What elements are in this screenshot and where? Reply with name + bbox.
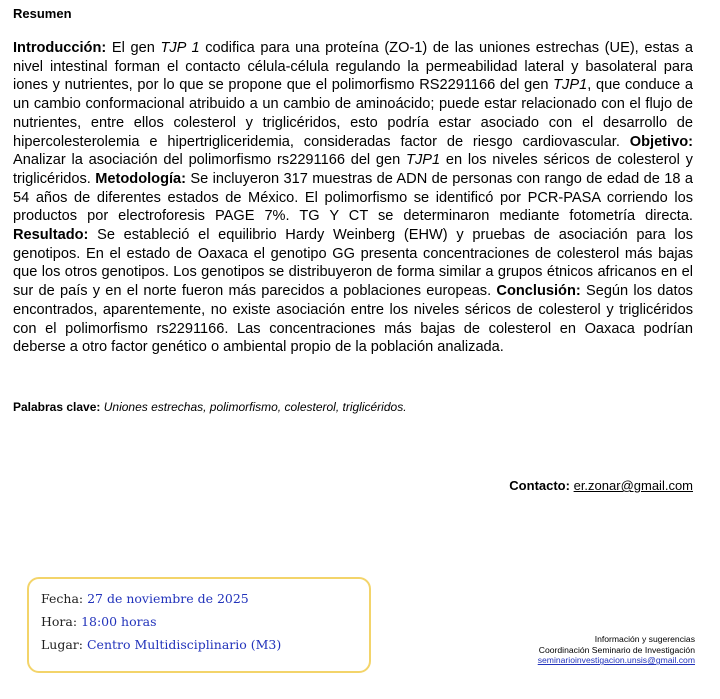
objective-text: Analizar la asociación del polimorfismo rs2291166 del gen (13, 152, 407, 169)
time-value: 18:00 horas (81, 614, 157, 629)
event-date-row (41, 591, 249, 606)
gene-name: TJP 1 (160, 40, 200, 56)
event-place-row (41, 637, 281, 652)
contact-email-link[interactable]: er.zonar@gmail.com (573, 478, 693, 493)
gene-name: TJP1 (553, 77, 588, 94)
keywords-text: Uniones estrechas, polimorfismo, colesterol, triglicéridos. (100, 400, 407, 414)
event-time-row (41, 614, 156, 629)
intro-text: El gen (106, 40, 161, 56)
time-label: Hora: (41, 614, 78, 629)
objective-label: Objetivo: (629, 133, 693, 150)
intro-text: codifica para una proteína (ZO-1) de las uniones estrechas (UE), estas a nivel intestinal forman el contacto célula-célula regulando la permeabilidad lateral y basolateral para iones y nutrientes, por lo que se propone que el polimorfismo RS2291166 del gen (13, 40, 693, 94)
place-value: Centro Multidisciplinario (M3) (86, 637, 282, 652)
keywords-label: Palabras clave: (13, 400, 101, 414)
info-block (538, 634, 695, 666)
conclusion-label: Conclusión: (496, 283, 581, 300)
gene-name: TJP1 (406, 152, 441, 169)
contact (509, 478, 693, 493)
event-details-box (27, 577, 371, 673)
keywords (13, 400, 407, 414)
date-value: 27 de noviembre de 2025 (87, 591, 249, 606)
info-line: Información y sugerencias (594, 634, 695, 644)
result-label: Resultado: (13, 227, 89, 244)
info-line: Coordinación Seminario de Investigación (538, 644, 695, 655)
section-heading: Resumen (13, 6, 72, 21)
methodology-text: Se incluyeron 317 muestras de ADN de personas con rango de edad de 18 a 54 años de diferentes estados de México. El polimorfismo se identificó por PCR-PASA corriendo los productos por electroforesis PAGE 7%. TG Y CT se determinaron mediante fotometría directa. (13, 170, 693, 225)
conclusion-text: Según los datos encontrados, aparentemente, no existe asociación entre los niveles séricos de colesterol y triglicéridos con el polimorfismo rs2291166. Las concentraciones más bajas de colesterol en Oaxaca podrían deberse a otro factor genético o ambiental propio de la población analizada. (13, 283, 693, 356)
objective-text: en los niveles séricos de colesterol y triglicéridos. (13, 152, 693, 187)
intro-text: , que conduce a un cambio conformacional atribuido a un cambio de aminoácido; puede estar relacionado con el flujo de nutrientes, entre ellos colesterol y triglicéridos, esto podría estar asociado con el desarrollo de hipercolesterolemia e hipertrigliceridemia, consideradas factor de riesgo cardiovascular. (13, 77, 693, 150)
place-label: Lugar: (41, 637, 83, 652)
result-text: Se estableció el equilibrio Hardy Weinberg (EHW) y pruebas de asociación para los genotipos. En el estado de Oaxaca el genotipo GG presenta concentraciones de colesterol más bajas que los otros genotipos. Los genotipos se distribuyeron de forma similar a grupos étnicos africanos en el sur de país y en el norte fueron más parecidos a poblaciones europeas. (13, 227, 693, 300)
abstract-paragraph (13, 39, 693, 357)
date-label: Fecha: (41, 591, 84, 606)
intro-label: Introducción: (13, 40, 107, 56)
methodology-label: Metodología: (95, 170, 187, 187)
contact-label: Contacto: (509, 478, 570, 493)
info-email-link[interactable]: seminarioinvestigacion.unsis@gmail.com (537, 655, 695, 666)
